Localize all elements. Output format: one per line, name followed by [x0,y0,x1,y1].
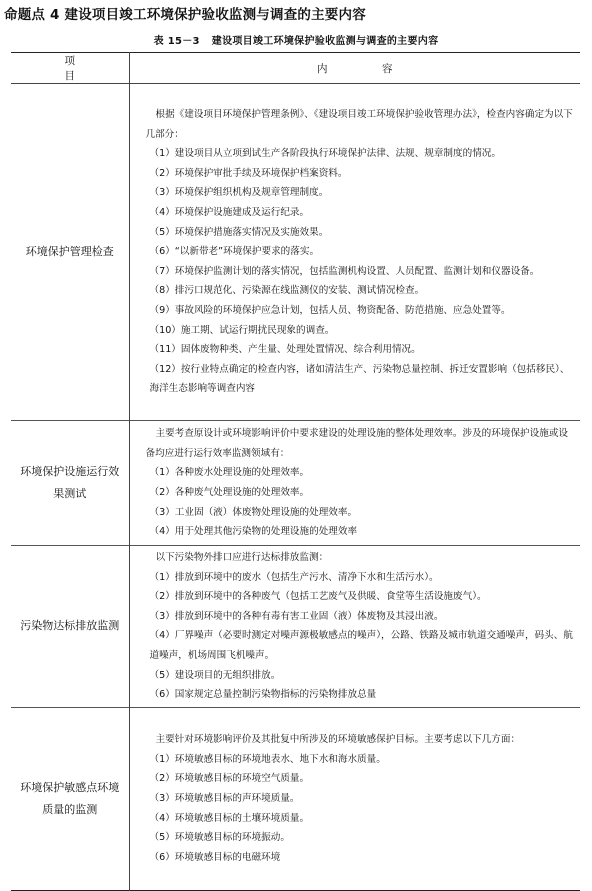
content-list-item: （3）排放到环境中的各种有毒有害工业固（液）体废物及其浸出液。 [149,610,444,622]
content-list-item: （5）环境保护措施落实情况及实施效果。 [149,226,329,238]
content-intro: 主要针对环境影响评价及其批复中所涉及的环境敏感保护目标。主要考虑以下几方面： [155,734,521,746]
content-list-item: （2）排放到环境中的各种废气（包括工艺废气及供暖、食堂等生活设施废气）。 [149,591,487,603]
content-list-item: （11）固体废物种类、产生量、处理处置情况、综合利用情况。 [149,344,421,356]
content-list-item: （7）环境保护监测计划的落实情况，包括监测机构设置、人员配置、监测计划和仪器设备。 [149,265,540,277]
table-row [11,546,580,708]
column-header-content: 内 容 [129,53,580,84]
table-row [11,421,580,546]
content-intro: 主要考查原设计或环境影响评价中要求建设的处理设施的整体处理效率。涉及的环境保护设施或设备均应进行运行效率监测领域有： [145,428,569,459]
content-list-item: （4）用于处理其他污染物的处理设施的处理效率 [149,526,358,538]
table-row [11,84,580,421]
row-category-emission-monitoring: 污染物达标排放监测 [11,546,129,708]
table-number: 表 15－3 [153,36,200,47]
content-list-item: （12）按行业特点确定的检查内容，诸如清洁生产、污染物总量控制、拆迁安置影响（包括移民）、海洋生态影响等调查内容 [149,363,570,395]
content-list-item: （5）环境敏感目标的环境振动。 [149,832,290,844]
content-list-item: （10）施工期、试运行期扰民现象的调查。 [149,324,335,336]
content-list-item: （1）环境敏感目标的环境地表水、地下水和海水质量。 [149,753,386,765]
row-category-sensitive-point-monitoring: 环境保护敏感点环境质量的监测 [11,707,129,890]
content-list-item: （1）建设项目从立项到试生产各阶段执行环境保护法律、法规、规章制度的情况。 [149,148,501,160]
column-header-item: 项 目 [11,53,129,84]
content-list-item: （9）事故风险的环境保护应急计划，包括人员、物资配备、防范措施、应急处置等。 [149,304,511,316]
row-category-facility-efficiency-test: 环境保护设施运行效果测试 [11,421,129,546]
table-title: 建设项目竣工环境保护验收监测与调查的主要内容 [211,36,439,47]
content-list-item: （6）“以新带老”环境保护要求的落实。 [149,246,320,258]
content-list-item: （8）排污口规范化、污染源在线监测仪的安装、测试情况检查。 [149,285,425,297]
row-content-sensitive-point-monitoring [129,707,580,890]
content-list-item: （6）国家规定总量控制污染物指标的污染物排放总量 [149,689,377,701]
content-list-item: （2）各种废气处理设施的处理效率。 [149,487,310,498]
table-row [11,707,580,890]
table-header-row [11,53,580,84]
content-list-item: （4）厂界噪声（必要时测定对噪声源极敏感点的噪声），公路、铁路及城市轨道交通噪声，码头、航道噪声，机场周围飞机噪声。 [149,630,573,661]
table-caption [0,32,592,47]
row-content-facility-efficiency-test [129,421,580,546]
row-category-management-check: 环境保护管理检查 [11,84,129,421]
content-list-item: （5）建设项目的无组织排放。 [149,669,281,681]
content-intro: 根据《建设项目环境保护管理条例》、《建设项目竣工环境保护验收管理办法》，检查内容确定为以下几部分： [145,109,573,140]
content-list-item: （6）环境敏感目标的电磁环境 [149,851,281,863]
content-list-item: （2）环境保护审批手续及环境保护档案资料。 [149,167,348,179]
section-heading: 命题点 4 建设项目竣工环境保护验收监测与调查的主要内容 [4,7,366,23]
content-list-item: （4）环境敏感目标的土壤环境质量。 [149,812,310,824]
content-list-item: （1）各种废水处理设施的处理效率。 [149,467,310,479]
content-list-item: （1）排放到环境中的废水（包括生产污水、清净下水和生活污水）。 [149,571,439,583]
row-content-emission-monitoring [129,546,580,708]
content-list-item: （2）环境敏感目标的环境空气质量。 [149,773,310,785]
content-intro: 以下污染物外排口应进行达标排放监测： [155,552,329,563]
row-content-management-check [129,84,580,421]
content-list-item: （3）环境保护组织机构及规章管理制度。 [149,187,329,199]
content-list-item: （3）环境敏感目标的声环境质量。 [149,792,300,804]
inspection-content-table [11,52,580,891]
content-list-item: （4）环境保护设施建成及运行纪录。 [149,207,310,219]
content-list-item: （3）工业固（液）体废物处理设施的处理效率。 [149,506,358,518]
